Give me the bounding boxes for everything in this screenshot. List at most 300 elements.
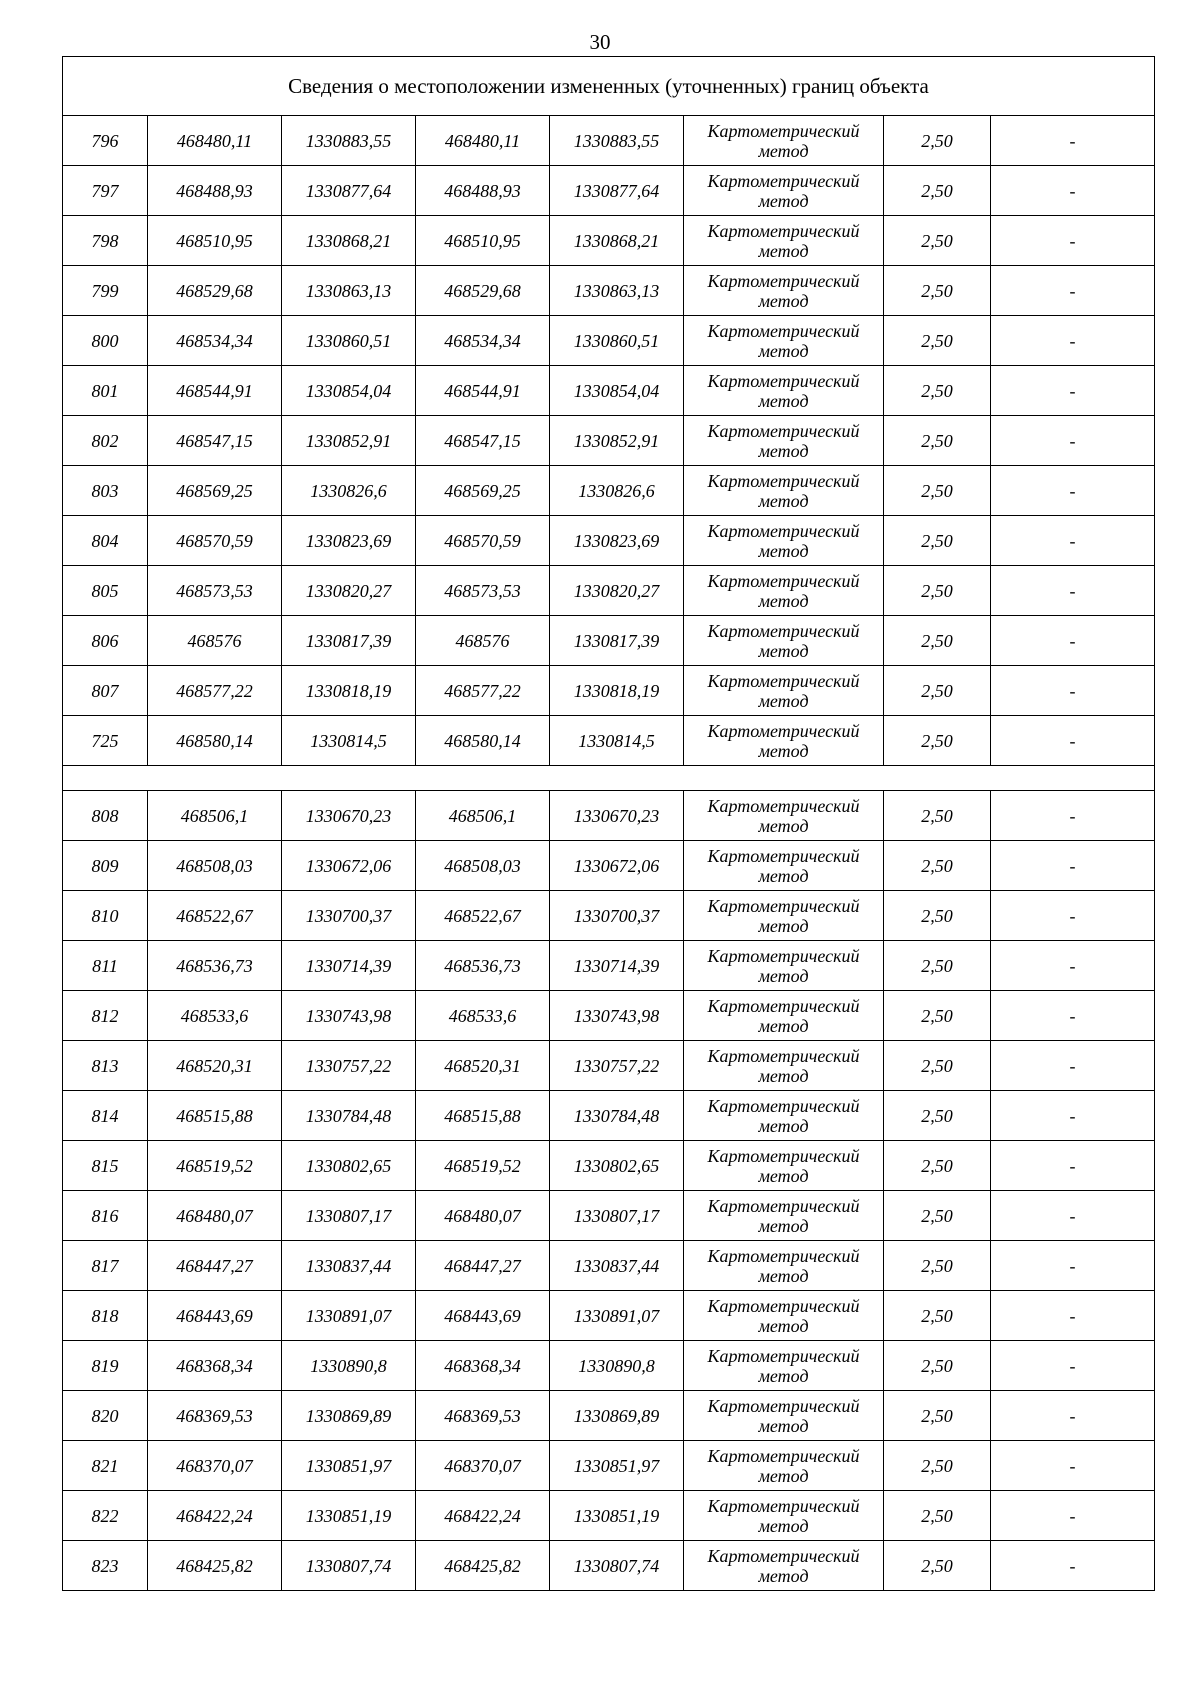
y-new-cell: 1330757,22 (550, 1041, 684, 1091)
x-new-cell: 468520,31 (416, 1041, 550, 1091)
method-cell (684, 1441, 884, 1491)
separator-cell (63, 766, 1155, 791)
accuracy-cell: 2,50 (884, 716, 991, 766)
accuracy-cell: 2,50 (884, 1541, 991, 1591)
table-row (63, 516, 1155, 566)
accuracy-cell: 2,50 (884, 1491, 991, 1541)
method-line1: Картометрический (707, 320, 860, 341)
accuracy-cell: 2,50 (884, 1441, 991, 1491)
y-existing-cell: 1330814,5 (282, 716, 416, 766)
x-existing-cell: 468510,95 (148, 216, 282, 266)
x-existing-cell: 468529,68 (148, 266, 282, 316)
description-cell: - (991, 1041, 1155, 1091)
method-line1: Картометрический (707, 570, 860, 591)
method-line1: Картометрический (707, 1395, 860, 1416)
accuracy-cell: 2,50 (884, 1391, 991, 1441)
x-new-cell: 468508,03 (416, 841, 550, 891)
accuracy-cell: 2,50 (884, 616, 991, 666)
method-line2: метод (758, 640, 809, 661)
y-new-cell: 1330854,04 (550, 366, 684, 416)
x-new-cell: 468368,34 (416, 1341, 550, 1391)
method-line2: метод (758, 1215, 809, 1236)
method-line1: Картометрический (707, 670, 860, 691)
x-new-cell: 468547,15 (416, 416, 550, 466)
accuracy-cell: 2,50 (884, 841, 991, 891)
x-existing-cell: 468576 (148, 616, 282, 666)
method-line1: Картометрический (707, 1495, 860, 1516)
x-new-cell: 468369,53 (416, 1391, 550, 1441)
x-new-cell: 468447,27 (416, 1241, 550, 1291)
method-line2: метод (758, 1365, 809, 1386)
method-line2: метод (758, 865, 809, 886)
y-new-cell: 1330851,97 (550, 1441, 684, 1491)
method-line1: Картометрический (707, 620, 860, 641)
point-number-cell: 798 (63, 216, 148, 266)
x-existing-cell: 468573,53 (148, 566, 282, 616)
y-existing-cell: 1330883,55 (282, 116, 416, 166)
method-cell (684, 1341, 884, 1391)
method-line2: метод (758, 440, 809, 461)
method-line2: метод (758, 1315, 809, 1336)
method-line1: Картометрический (707, 1445, 860, 1466)
description-cell: - (991, 791, 1155, 841)
accuracy-cell: 2,50 (884, 1091, 991, 1141)
x-existing-cell: 468577,22 (148, 666, 282, 716)
method-cell (684, 616, 884, 666)
description-cell: - (991, 1341, 1155, 1391)
y-existing-cell: 1330672,06 (282, 841, 416, 891)
table-title: Сведения о местоположении измененных (уточненных) границ объекта (63, 57, 1155, 116)
x-new-cell: 468569,25 (416, 466, 550, 516)
table-row (63, 941, 1155, 991)
method-cell (684, 1291, 884, 1341)
accuracy-cell: 2,50 (884, 1291, 991, 1341)
x-new-cell: 468522,67 (416, 891, 550, 941)
y-new-cell: 1330743,98 (550, 991, 684, 1041)
y-existing-cell: 1330891,07 (282, 1291, 416, 1341)
table-row (63, 466, 1155, 516)
method-cell (684, 1041, 884, 1091)
method-line1: Картометрический (707, 720, 860, 741)
accuracy-cell: 2,50 (884, 466, 991, 516)
x-existing-cell: 468368,34 (148, 1341, 282, 1391)
y-new-cell: 1330817,39 (550, 616, 684, 666)
x-existing-cell: 468536,73 (148, 941, 282, 991)
x-existing-cell: 468569,25 (148, 466, 282, 516)
description-cell: - (991, 216, 1155, 266)
x-existing-cell: 468520,31 (148, 1041, 282, 1091)
table-row (63, 316, 1155, 366)
method-line1: Картометрический (707, 270, 860, 291)
y-existing-cell: 1330869,89 (282, 1391, 416, 1441)
description-cell: - (991, 716, 1155, 766)
method-line1: Картометрический (707, 1345, 860, 1366)
method-line2: метод (758, 140, 809, 161)
coordinates-table (62, 56, 1155, 1591)
point-number-cell: 821 (63, 1441, 148, 1491)
method-line2: метод (758, 1265, 809, 1286)
method-cell (684, 1391, 884, 1441)
x-new-cell: 468577,22 (416, 666, 550, 716)
method-cell (684, 166, 884, 216)
method-cell (684, 316, 884, 366)
y-existing-cell: 1330817,39 (282, 616, 416, 666)
table-row (63, 1141, 1155, 1191)
separator-row (63, 766, 1155, 791)
method-line1: Картометрический (707, 170, 860, 191)
y-existing-cell: 1330890,8 (282, 1341, 416, 1391)
point-number-cell: 817 (63, 1241, 148, 1291)
method-line1: Картометрический (707, 795, 860, 816)
accuracy-cell: 2,50 (884, 566, 991, 616)
description-cell: - (991, 416, 1155, 466)
point-number-cell: 813 (63, 1041, 148, 1091)
y-existing-cell: 1330757,22 (282, 1041, 416, 1091)
table-row (63, 1191, 1155, 1241)
method-line2: метод (758, 1565, 809, 1586)
point-number-cell: 800 (63, 316, 148, 366)
method-line1: Картометрический (707, 520, 860, 541)
point-number-cell: 818 (63, 1291, 148, 1341)
accuracy-cell: 2,50 (884, 366, 991, 416)
accuracy-cell: 2,50 (884, 1141, 991, 1191)
table-row (63, 1291, 1155, 1341)
x-existing-cell: 468508,03 (148, 841, 282, 891)
description-cell: - (991, 1491, 1155, 1541)
y-new-cell: 1330869,89 (550, 1391, 684, 1441)
method-line1: Картометрический (707, 370, 860, 391)
y-new-cell: 1330700,37 (550, 891, 684, 941)
description-cell: - (991, 616, 1155, 666)
description-cell: - (991, 941, 1155, 991)
point-number-cell: 725 (63, 716, 148, 766)
method-cell (684, 941, 884, 991)
method-line1: Картометрический (707, 1545, 860, 1566)
point-number-cell: 809 (63, 841, 148, 891)
x-new-cell: 468576 (416, 616, 550, 666)
method-cell (684, 1241, 884, 1291)
x-new-cell: 468580,14 (416, 716, 550, 766)
description-cell: - (991, 466, 1155, 516)
method-line2: метод (758, 490, 809, 511)
table-row (63, 266, 1155, 316)
x-new-cell: 468480,07 (416, 1191, 550, 1241)
y-new-cell: 1330891,07 (550, 1291, 684, 1341)
y-existing-cell: 1330802,65 (282, 1141, 416, 1191)
method-cell (684, 1541, 884, 1591)
table-row (63, 1341, 1155, 1391)
description-cell: - (991, 666, 1155, 716)
y-new-cell: 1330672,06 (550, 841, 684, 891)
accuracy-cell: 2,50 (884, 116, 991, 166)
table-row (63, 991, 1155, 1041)
y-existing-cell: 1330743,98 (282, 991, 416, 1041)
table-row (63, 216, 1155, 266)
method-cell (684, 666, 884, 716)
method-cell (684, 841, 884, 891)
accuracy-cell: 2,50 (884, 791, 991, 841)
method-line2: метод (758, 1115, 809, 1136)
y-new-cell: 1330868,21 (550, 216, 684, 266)
table-row (63, 116, 1155, 166)
table-title-row (63, 57, 1155, 116)
x-existing-cell: 468506,1 (148, 791, 282, 841)
method-cell (684, 1091, 884, 1141)
method-cell (684, 991, 884, 1041)
x-existing-cell: 468422,24 (148, 1491, 282, 1541)
table-row (63, 1091, 1155, 1141)
point-number-cell: 807 (63, 666, 148, 716)
table-row (63, 1541, 1155, 1591)
point-number-cell: 822 (63, 1491, 148, 1541)
table-row (63, 366, 1155, 416)
x-existing-cell: 468369,53 (148, 1391, 282, 1441)
description-cell: - (991, 366, 1155, 416)
table-row (63, 891, 1155, 941)
x-existing-cell: 468519,52 (148, 1141, 282, 1191)
x-new-cell: 468536,73 (416, 941, 550, 991)
description-cell: - (991, 1541, 1155, 1591)
y-new-cell: 1330890,8 (550, 1341, 684, 1391)
method-line2: метод (758, 915, 809, 936)
method-line2: метод (758, 240, 809, 261)
x-new-cell: 468544,91 (416, 366, 550, 416)
point-number-cell: 823 (63, 1541, 148, 1591)
y-existing-cell: 1330826,6 (282, 466, 416, 516)
x-existing-cell: 468515,88 (148, 1091, 282, 1141)
x-new-cell: 468425,82 (416, 1541, 550, 1591)
y-new-cell: 1330818,19 (550, 666, 684, 716)
page-number: 30 (589, 30, 611, 54)
method-line1: Картометрический (707, 1145, 860, 1166)
y-existing-cell: 1330877,64 (282, 166, 416, 216)
point-number-cell: 801 (63, 366, 148, 416)
x-new-cell: 468510,95 (416, 216, 550, 266)
accuracy-cell: 2,50 (884, 891, 991, 941)
y-existing-cell: 1330852,91 (282, 416, 416, 466)
description-cell: - (991, 1241, 1155, 1291)
y-new-cell: 1330826,6 (550, 466, 684, 516)
x-existing-cell: 468522,67 (148, 891, 282, 941)
method-line2: метод (758, 1065, 809, 1086)
x-existing-cell: 468480,07 (148, 1191, 282, 1241)
accuracy-cell: 2,50 (884, 666, 991, 716)
description-cell: - (991, 1291, 1155, 1341)
accuracy-cell: 2,50 (884, 1191, 991, 1241)
y-new-cell: 1330877,64 (550, 166, 684, 216)
method-line2: метод (758, 1465, 809, 1486)
y-existing-cell: 1330851,19 (282, 1491, 416, 1541)
point-number-cell: 811 (63, 941, 148, 991)
x-existing-cell: 468480,11 (148, 116, 282, 166)
y-new-cell: 1330807,74 (550, 1541, 684, 1591)
method-line1: Картометрический (707, 470, 860, 491)
y-new-cell: 1330852,91 (550, 416, 684, 466)
table-row (63, 566, 1155, 616)
method-cell (684, 416, 884, 466)
x-new-cell: 468443,69 (416, 1291, 550, 1341)
method-cell (684, 566, 884, 616)
method-cell (684, 791, 884, 841)
y-new-cell: 1330837,44 (550, 1241, 684, 1291)
x-new-cell: 468519,52 (416, 1141, 550, 1191)
accuracy-cell: 2,50 (884, 416, 991, 466)
y-new-cell: 1330814,5 (550, 716, 684, 766)
x-new-cell: 468573,53 (416, 566, 550, 616)
method-cell (684, 516, 884, 566)
x-new-cell: 468422,24 (416, 1491, 550, 1541)
method-line1: Картометрический (707, 1245, 860, 1266)
x-new-cell: 468480,11 (416, 116, 550, 166)
x-new-cell: 468529,68 (416, 266, 550, 316)
description-cell: - (991, 566, 1155, 616)
method-cell (684, 716, 884, 766)
point-number-cell: 812 (63, 991, 148, 1041)
accuracy-cell: 2,50 (884, 166, 991, 216)
table-row (63, 666, 1155, 716)
y-new-cell: 1330823,69 (550, 516, 684, 566)
point-number-cell: 820 (63, 1391, 148, 1441)
x-existing-cell: 468570,59 (148, 516, 282, 566)
method-line2: метод (758, 340, 809, 361)
point-number-cell: 803 (63, 466, 148, 516)
point-number-cell: 799 (63, 266, 148, 316)
method-line2: метод (758, 1515, 809, 1536)
x-existing-cell: 468447,27 (148, 1241, 282, 1291)
y-existing-cell: 1330860,51 (282, 316, 416, 366)
method-line2: метод (758, 815, 809, 836)
point-number-cell: 819 (63, 1341, 148, 1391)
y-new-cell: 1330802,65 (550, 1141, 684, 1191)
accuracy-cell: 2,50 (884, 1341, 991, 1391)
y-new-cell: 1330807,17 (550, 1191, 684, 1241)
table-row (63, 716, 1155, 766)
method-line2: метод (758, 740, 809, 761)
method-line2: метод (758, 1015, 809, 1036)
description-cell: - (991, 516, 1155, 566)
description-cell: - (991, 841, 1155, 891)
method-cell (684, 216, 884, 266)
description-cell: - (991, 166, 1155, 216)
y-existing-cell: 1330854,04 (282, 366, 416, 416)
point-number-cell: 805 (63, 566, 148, 616)
x-existing-cell: 468443,69 (148, 1291, 282, 1341)
method-line1: Картометрический (707, 1045, 860, 1066)
table-row (63, 1441, 1155, 1491)
accuracy-cell: 2,50 (884, 316, 991, 366)
table-row (63, 1041, 1155, 1091)
method-cell (684, 266, 884, 316)
method-line1: Картометрический (707, 845, 860, 866)
description-cell: - (991, 116, 1155, 166)
x-existing-cell: 468534,34 (148, 316, 282, 366)
accuracy-cell: 2,50 (884, 266, 991, 316)
point-number-cell: 814 (63, 1091, 148, 1141)
y-existing-cell: 1330868,21 (282, 216, 416, 266)
y-existing-cell: 1330670,23 (282, 791, 416, 841)
description-cell: - (991, 991, 1155, 1041)
table-row (63, 416, 1155, 466)
x-existing-cell: 468544,91 (148, 366, 282, 416)
method-line2: метод (758, 190, 809, 211)
description-cell: - (991, 1141, 1155, 1191)
point-number-cell: 815 (63, 1141, 148, 1191)
point-number-cell: 804 (63, 516, 148, 566)
table-row (63, 616, 1155, 666)
description-cell: - (991, 1191, 1155, 1241)
method-line2: метод (758, 390, 809, 411)
method-line1: Картометрический (707, 420, 860, 441)
method-line1: Картометрический (707, 1295, 860, 1316)
y-new-cell: 1330714,39 (550, 941, 684, 991)
x-new-cell: 468515,88 (416, 1091, 550, 1141)
description-cell: - (991, 891, 1155, 941)
method-line2: метод (758, 540, 809, 561)
y-new-cell: 1330883,55 (550, 116, 684, 166)
method-cell (684, 116, 884, 166)
y-existing-cell: 1330714,39 (282, 941, 416, 991)
accuracy-cell: 2,50 (884, 941, 991, 991)
method-line2: метод (758, 290, 809, 311)
accuracy-cell: 2,50 (884, 991, 991, 1041)
method-cell (684, 891, 884, 941)
method-line1: Картометрический (707, 1195, 860, 1216)
accuracy-cell: 2,50 (884, 1241, 991, 1291)
y-existing-cell: 1330820,27 (282, 566, 416, 616)
method-line2: метод (758, 1165, 809, 1186)
method-line2: метод (758, 1415, 809, 1436)
method-cell (684, 1191, 884, 1241)
y-new-cell: 1330863,13 (550, 266, 684, 316)
y-existing-cell: 1330837,44 (282, 1241, 416, 1291)
point-number-cell: 808 (63, 791, 148, 841)
table-row (63, 1241, 1155, 1291)
y-existing-cell: 1330784,48 (282, 1091, 416, 1141)
y-existing-cell: 1330807,74 (282, 1541, 416, 1591)
accuracy-cell: 2,50 (884, 1041, 991, 1091)
y-existing-cell: 1330823,69 (282, 516, 416, 566)
y-existing-cell: 1330700,37 (282, 891, 416, 941)
accuracy-cell: 2,50 (884, 516, 991, 566)
y-existing-cell: 1330863,13 (282, 266, 416, 316)
description-cell: - (991, 266, 1155, 316)
x-new-cell: 468506,1 (416, 791, 550, 841)
table-row (63, 1491, 1155, 1541)
point-number-cell: 797 (63, 166, 148, 216)
method-cell (684, 1491, 884, 1541)
method-cell (684, 1141, 884, 1191)
table-row (63, 1391, 1155, 1441)
y-new-cell: 1330851,19 (550, 1491, 684, 1541)
method-line1: Картометрический (707, 220, 860, 241)
point-number-cell: 806 (63, 616, 148, 666)
method-line2: метод (758, 690, 809, 711)
method-line1: Картометрический (707, 945, 860, 966)
x-new-cell: 468370,07 (416, 1441, 550, 1491)
point-number-cell: 810 (63, 891, 148, 941)
method-line2: метод (758, 965, 809, 986)
x-existing-cell: 468533,6 (148, 991, 282, 1041)
description-cell: - (991, 1091, 1155, 1141)
x-new-cell: 468533,6 (416, 991, 550, 1041)
point-number-cell: 796 (63, 116, 148, 166)
x-existing-cell: 468370,07 (148, 1441, 282, 1491)
description-cell: - (991, 1441, 1155, 1491)
x-new-cell: 468534,34 (416, 316, 550, 366)
table-row (63, 791, 1155, 841)
method-cell (684, 466, 884, 516)
x-existing-cell: 468488,93 (148, 166, 282, 216)
